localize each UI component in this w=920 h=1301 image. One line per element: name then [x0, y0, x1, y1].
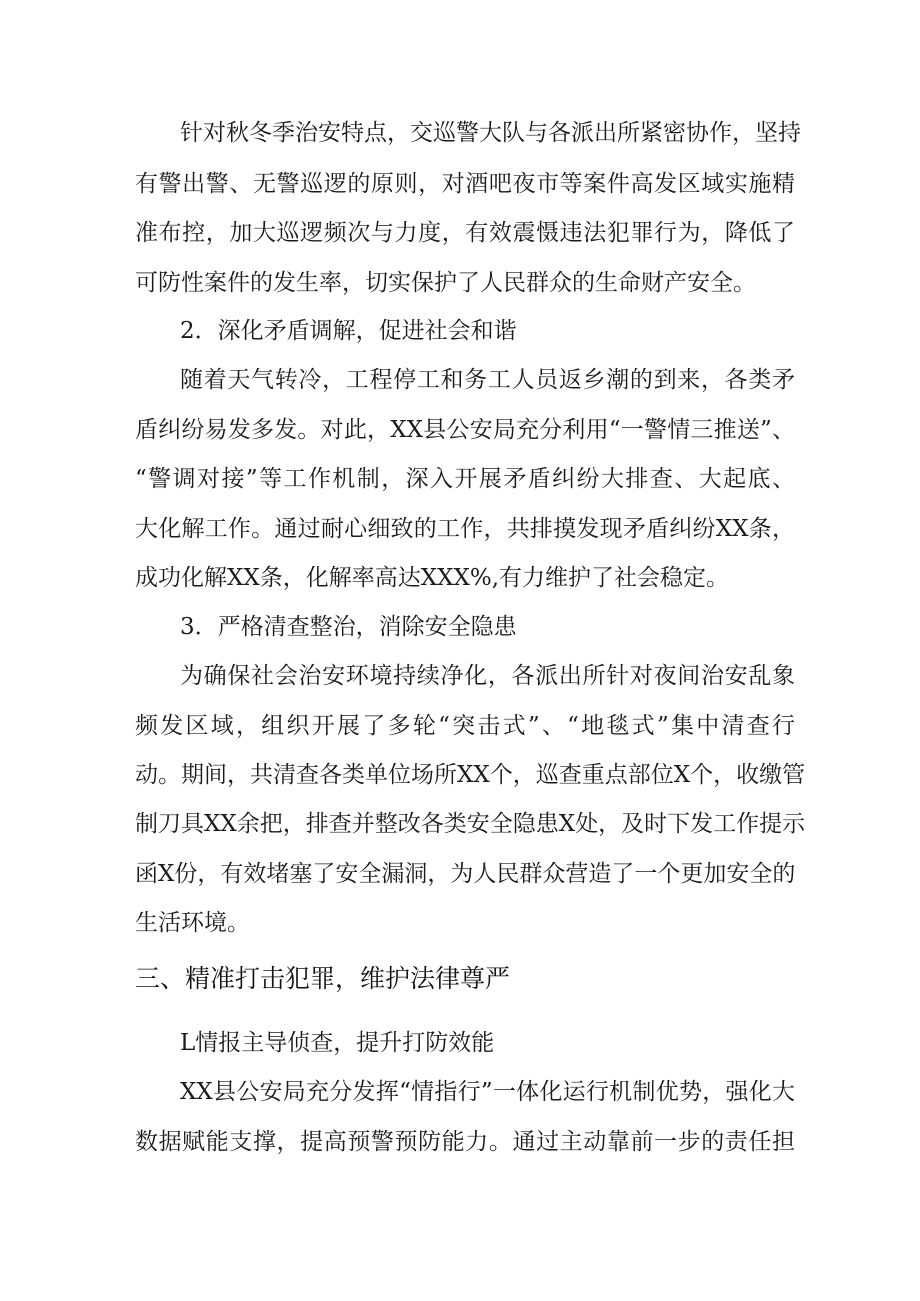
paragraph-line: 动。期间，共清查各类单位场所XX个，巡查重点部位X个，收缴管 [135, 762, 806, 788]
paragraph-line: 数据赋能支撑，提高预警预防能力。通过主动靠前一步的责任担 [135, 1129, 795, 1155]
paragraph-line: 大化解工作。通过耐心细致的工作，共排摸发现矛盾纠纷XX条， [135, 516, 795, 542]
paragraph-line: 准布控，加大巡逻频次与力度，有效震慑违法犯罪行为，降低了 [135, 220, 795, 246]
paragraph-line: 函X份，有效堵塞了安全漏洞，为人民群众营造了一个更加安全的 [135, 861, 796, 887]
paragraph-line: XX县公安局充分发挥“情指行”一体化运行机制优势，强化大 [180, 1079, 795, 1105]
part-heading: 三、精准打击犯罪，维护法律尊严 [135, 964, 511, 993]
paragraph-line: 为确保社会治安环境持续净化，各派出所针对夜间治安乱象 [180, 663, 795, 689]
paragraph-line: 针对秋冬季治安特点，交巡警大队与各派出所紧密协作，坚持 [180, 120, 801, 146]
paragraph-line: 生活环境。 [135, 910, 250, 936]
paragraph-line: 可防性案件的发生率，切实保护了人民群众的生命财产安全。 [135, 270, 756, 296]
section-title: 2．深化矛盾调解，促进社会和谐 [180, 318, 517, 344]
paragraph-line: 频发区域，组织开展了多轮“突击式”、“地毯式”集中清查行 [135, 713, 795, 739]
paragraph-line: 制刀具XX余把，排查并整改各类安全隐患X处，及时下发工作提示 [135, 811, 806, 837]
paragraph-line: 有警出警、无警巡逻的原则，对酒吧夜市等案件高发区域实施精 [135, 171, 795, 197]
paragraph-line: 盾纠纷易发多发。对此，XX县公安局充分利用“一警情三推送”、 [135, 417, 795, 443]
section-title: L情报主导侦查，提升打防效能 [180, 1030, 495, 1056]
paragraph-line: 成功化解XX条，化解率高达XXX%,有力维护了社会稳定。 [135, 565, 730, 591]
paragraph-line: “警调对接”等工作机制，深入开展矛盾纠纷大排查、大起底、 [135, 466, 795, 492]
section-title: 3．严格清查整治，消除安全隐患 [180, 614, 517, 640]
paragraph-line: 随着天气转冷，工程停工和务工人员返乡潮的到来，各类矛 [180, 367, 795, 393]
